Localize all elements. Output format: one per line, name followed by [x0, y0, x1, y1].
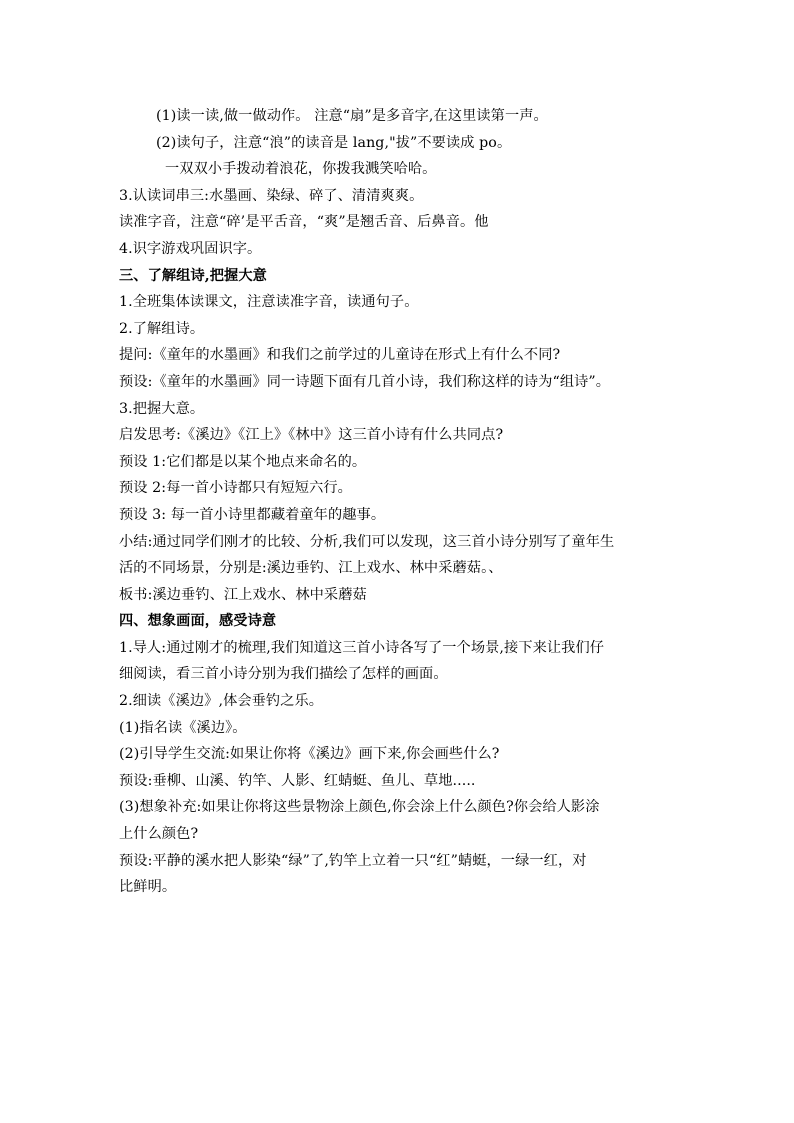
text-line: 3.把握大意。: [119, 400, 205, 417]
text-line: 1.全班集体读课文，注意读准字音，读通句子。: [119, 294, 419, 311]
text-line: 小结:通过同学们刚才的比较、分析,我们可以发现，这三首小诗分别写了童年生: [119, 533, 615, 550]
text-line: 1.导人:通过刚才的梳理,我们知道这三首小诗各写了一个场景,接下来让我们仔: [119, 639, 605, 656]
text-line: 预设 3: 每一首小诗里都藏着童年的趣事。: [119, 506, 386, 523]
text-line: 一双双小手拨动着浪花，你拨我溅笑哈哈。: [165, 161, 437, 178]
text-line: 细阅读，看三首小诗分别为我们描绘了怎样的画面。: [119, 666, 448, 683]
text-line: (1)读一读,做一做动作。 注意“扇”是多音字,在这里读第一声。: [156, 108, 548, 124]
text-line: (2)读句子，注意“浪”的读音是 lang,"拔”不要读成 po。: [156, 134, 512, 151]
text-line: 2.了解组诗。: [119, 320, 205, 337]
document-body: [119, 103, 679, 901]
section-heading: 三、了解组诗,把握大意: [119, 267, 267, 284]
text-line: 预设 2:每一首小诗都只有短短六行。: [119, 480, 352, 497]
text-line: 2.细读《溪边》,体会垂钓之乐。: [119, 693, 324, 710]
text-line: (2)引导学生交流:如果让你将《溪边》画下来,你会画些什么?: [119, 746, 500, 763]
text-line: 3.认读词串三:水墨画、染绿、碎了、清清爽爽。: [119, 187, 424, 204]
text-line: 板书:溪边垂钓、江上戏水、林中采蘑菇: [119, 586, 367, 603]
text-line: 活的不同场景，分别是:溪边垂钓、江上戏水、林中采蘑菇。、: [119, 560, 503, 577]
text-line: 4.识字游戏巩固识字。: [119, 240, 262, 257]
section-heading: 四、想象画面，感受诗意: [119, 613, 277, 630]
text-line: 预设:平静的溪水把人影染“绿”了,钓竿上立着一只“红”蜻蜓，一绿一红，对: [119, 852, 587, 869]
text-line: 上什么颜色?: [119, 826, 199, 843]
text-line: 预设:《童年的水墨画》同一诗题下面有几首小诗，我们称这样的诗为“组诗”。: [119, 373, 611, 390]
text-line: 启发思考:《溪边》《江上》《林中》这三首小诗有什么共同点?: [119, 427, 504, 444]
text-line: (3)想象补充:如果让你将这些景物涂上颜色,你会涂上什么颜色?你会给人影涂: [119, 799, 600, 816]
text-line: 读准字音，注意“碎’是平舌音，“爽”是翘舌音、后鼻音。他: [119, 214, 489, 231]
text-line: (1)指名读《溪边》。: [119, 719, 247, 736]
text-line: 预设 1:它们都是以某个地点来命名的。: [119, 453, 367, 470]
text-line: 提问:《童年的水墨画》和我们之前学过的儿童诗在形式上有什么不同?: [119, 347, 561, 364]
text-line: 预设:垂柳、山溪、钓竿、人影、红蜻蜓、鱼儿、草地.....: [119, 772, 476, 789]
text-line: 比鲜明。: [119, 879, 177, 896]
